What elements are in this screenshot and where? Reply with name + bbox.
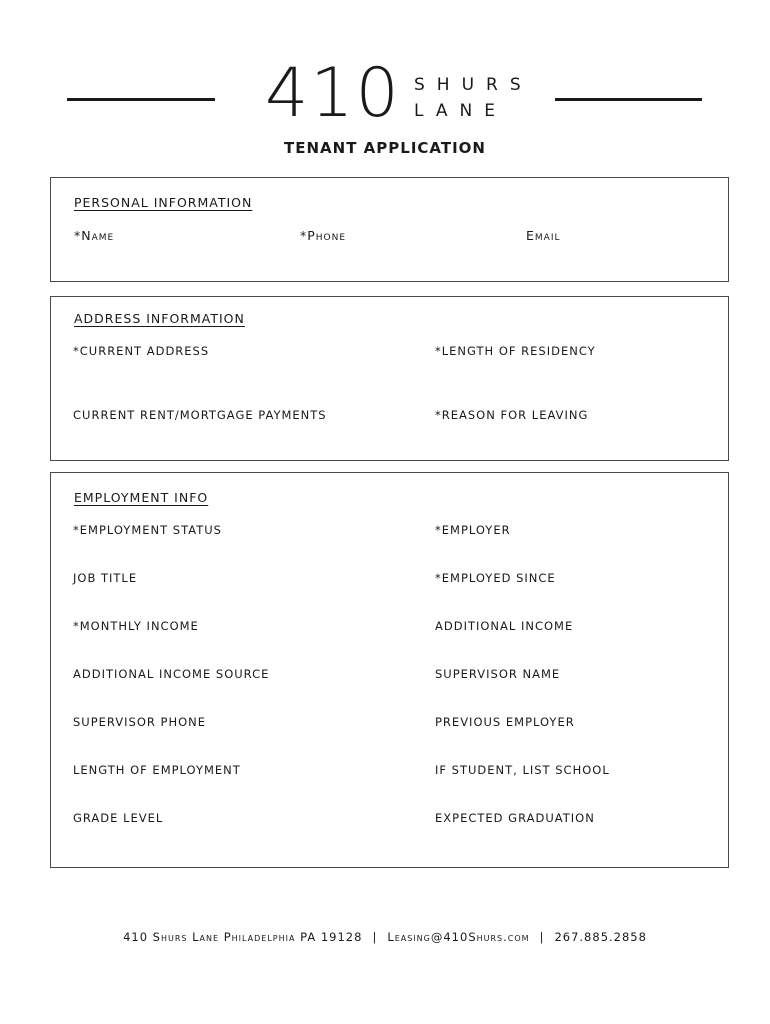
employment-info-section: [50, 472, 729, 868]
previous-employer-label: PREVIOUS EMPLOYER: [435, 715, 575, 729]
length-of-residency-label: *LENGTH OF RESIDENCY: [435, 344, 596, 358]
student-school-label: IF STUDENT, LIST SCHOOL: [435, 763, 610, 777]
current-address-label: *CURRENT ADDRESS: [73, 344, 210, 358]
footer-address: 410 Shurs Lane Philadelphia PA 19128: [123, 930, 363, 944]
supervisor-name-label: SUPERVISOR NAME: [435, 667, 561, 681]
footer-phone: 267.885.2858: [554, 930, 647, 944]
employer-label: *EMPLOYER: [435, 523, 511, 537]
footer-contact-line: [0, 930, 770, 944]
supervisor-phone-label: SUPERVISOR PHONE: [73, 715, 207, 729]
footer-separator: |: [539, 930, 545, 944]
job-title-label: JOB TITLE: [73, 571, 138, 585]
logo-number: 410: [265, 54, 401, 133]
monthly-income-label: *MONTHLY INCOME: [73, 619, 199, 633]
document-title: TENANT APPLICATION: [284, 139, 486, 157]
right-header-rule: [555, 98, 702, 101]
employed-since-label: *EMPLOYED SINCE: [435, 571, 556, 585]
left-header-rule: [67, 98, 215, 101]
phone-field-label: *Phone: [300, 228, 347, 243]
employment-info-heading: EMPLOYMENT INFO: [74, 490, 209, 505]
name-field-label: *Name: [74, 228, 115, 243]
email-field-label: Email: [526, 228, 561, 243]
logo-word-shurs: SHURS: [414, 75, 533, 95]
personal-information-section: [50, 177, 729, 282]
employment-status-label: *EMPLOYMENT STATUS: [73, 523, 222, 537]
address-information-section: [50, 296, 729, 461]
additional-income-label: ADDITIONAL INCOME: [435, 619, 574, 633]
footer-separator: |: [372, 930, 378, 944]
additional-income-source-label: ADDITIONAL INCOME SOURCE: [73, 667, 270, 681]
grade-level-label: GRADE LEVEL: [73, 811, 164, 825]
personal-information-heading: PERSONAL INFORMATION: [74, 195, 253, 210]
expected-graduation-label: EXPECTED GRADUATION: [435, 811, 595, 825]
address-information-heading: ADDRESS INFORMATION: [74, 311, 245, 326]
logo-word-lane: LANE: [414, 101, 507, 121]
rent-payments-label: CURRENT RENT/MORTGAGE PAYMENTS: [73, 408, 327, 422]
footer-email: Leasing@410Shurs.com: [387, 930, 530, 944]
length-of-employment-label: LENGTH OF EMPLOYMENT: [73, 763, 241, 777]
reason-for-leaving-label: *REASON FOR LEAVING: [435, 408, 589, 422]
